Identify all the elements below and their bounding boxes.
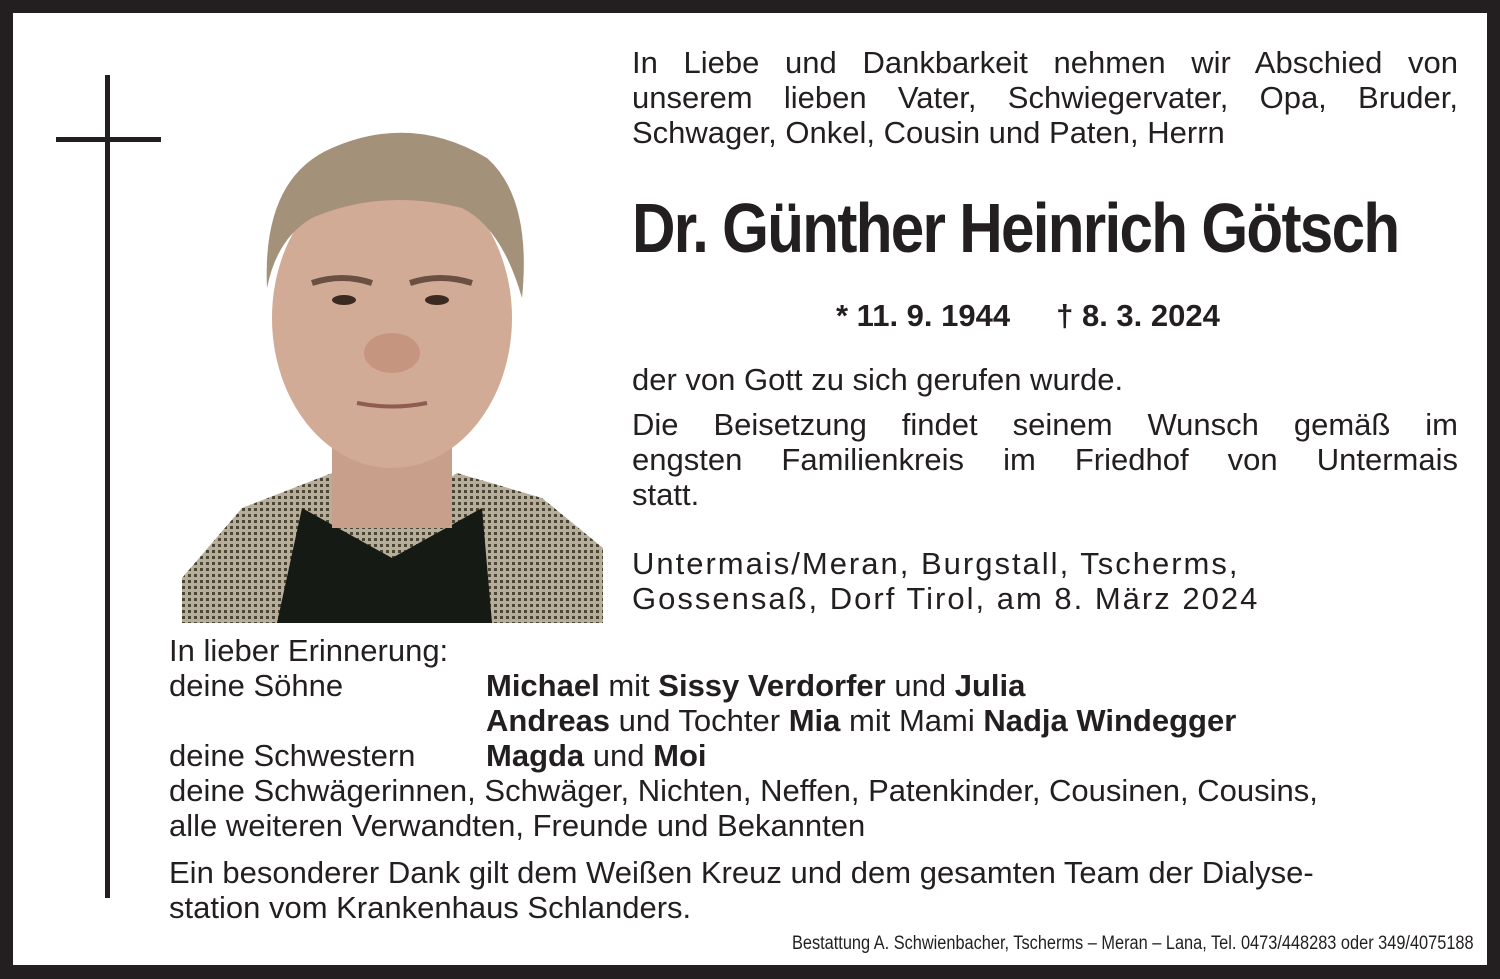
places-line: Gossensaß, Dorf Tirol, am 8. März 2024 <box>632 581 1260 616</box>
obituary-card <box>13 13 1487 965</box>
connector-text: und Tochter <box>610 703 789 738</box>
deceased-name: Dr. Günther Heinrich Götsch <box>632 189 1399 267</box>
thanks-line: station vom Krankenhaus Schlanders. <box>169 890 692 925</box>
funeral-home-footer: Bestattung A. Schwienbacher, Tscherms – Meran – Lana, Tel. 0473/448283 oder 349/4075188 <box>792 933 1474 954</box>
mourner-name: Magda <box>486 738 585 773</box>
mourner-name: Nadja Windegger <box>983 703 1237 738</box>
connector-text: mit <box>599 668 659 703</box>
mourner-name: Michael <box>486 668 600 703</box>
connector-text: und <box>584 738 654 773</box>
intro-line: Schwager, Onkel, Cousin und Paten, Herrn <box>632 115 1225 150</box>
places-line: Untermais/Meran, Burgstall, Tscherms, <box>632 546 1240 581</box>
mourner-name: Moi <box>653 738 707 773</box>
cross-icon-bar <box>56 137 161 142</box>
sons-line-1 <box>486 668 1025 703</box>
places-date <box>632 546 1259 616</box>
mourner-name: Julia <box>954 668 1026 703</box>
portrait-illustration <box>182 88 603 623</box>
relatives-line: deine Schwägerinnen, Schwäger, Nichten, Neffen, Patenkinder, Cousinen, Cousins, <box>169 773 1318 808</box>
sons-label: deine Söhne <box>169 668 344 703</box>
mourner-name: Sissy Verdorfer <box>658 668 886 703</box>
intro-line: In Liebe und Dankbarkeit nehmen wir Abschied von <box>632 45 1458 80</box>
thanks-text <box>169 855 1314 925</box>
intro-line: unserem lieben Vater, Schwiegervater, Opa, Bruder, <box>632 80 1458 115</box>
burial-line: statt. <box>632 477 700 512</box>
relatives-line: alle weiteren Verwandten, Freunde und Bekannten <box>169 808 866 843</box>
burial-line: Die Beisetzung findet seinem Wunsch gemäß im <box>632 407 1458 442</box>
burial-line: engsten Familienkreis im Friedhof von Untermais <box>632 442 1458 477</box>
thanks-line: Ein besonderer Dank gilt dem Weißen Kreuz und dem gesamten Team der Dialyse- <box>169 855 1314 890</box>
relatives-text <box>169 773 1318 843</box>
burial-text <box>632 407 1458 512</box>
sons-line-2 <box>486 703 1236 738</box>
mourner-name: Mia <box>788 703 841 738</box>
portrait-photo <box>182 88 603 623</box>
birth-date: * 11. 9. 1944 <box>836 298 1011 333</box>
called-text: der von Gott zu sich gerufen wurde. <box>632 362 1124 397</box>
intro-text <box>632 45 1458 150</box>
mourner-name: Andreas <box>486 703 611 738</box>
connector-text: mit Mami <box>840 703 984 738</box>
death-date: † 8. 3. 2024 <box>1056 298 1220 333</box>
cross-icon <box>105 75 110 898</box>
sisters-label: deine Schwestern <box>169 738 416 773</box>
life-dates <box>836 298 1220 333</box>
connector-text: und <box>885 668 955 703</box>
memory-heading: In lieber Erinnerung: <box>169 633 449 668</box>
sisters-line <box>486 738 707 773</box>
